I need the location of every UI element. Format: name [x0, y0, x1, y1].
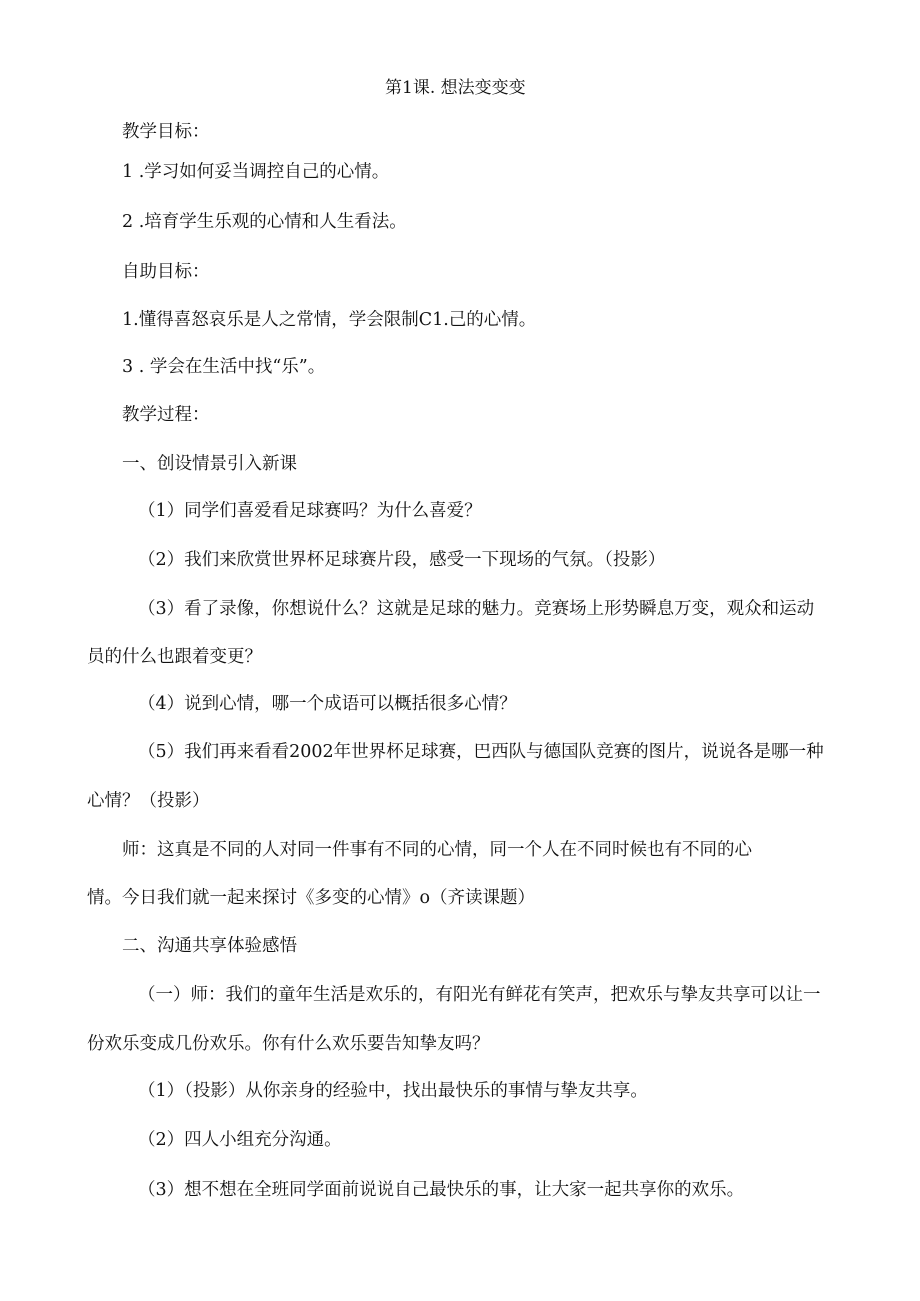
- paragraph-item: （3）看了录像，你想说什么？这就是足球的魅力。竞赛场上形势瞬息万变，观众和运动: [138, 599, 815, 619]
- paragraph-continuation: 情。今日我们就一起来探讨《多变的心情》o（齐读课题）: [87, 888, 536, 908]
- self-help-item-3: 3 . 学会在生活中找“乐”。: [122, 357, 326, 377]
- goal-item-2: 2 .培育学生乐观的心情和人生看法。: [122, 212, 407, 232]
- paragraph-continuation: 员的什么也跟着变更？: [87, 647, 262, 667]
- teacher-paragraph: 师：这真是不同的人对同一件事有不同的心情，同一个人在不同时候也有不同的心: [122, 840, 752, 860]
- section-heading-1: 一、创设情景引入新课: [122, 454, 297, 474]
- self-help-item-1: 1.懂得喜怒哀乐是人之常情，学会限制C1.己的心情。: [122, 310, 537, 330]
- paragraph-item: （2）四人小组充分沟通。: [138, 1130, 342, 1150]
- heading-self-help-goals: 自助目标：: [122, 262, 210, 282]
- paragraph-item: （一）师：我们的童年生活是欢乐的，有阳光有鲜花有笑声，把欢乐与挚友共享可以让一: [138, 985, 821, 1005]
- goal-item-1: 1 .学习如何妥当调控自己的心情。: [122, 162, 390, 182]
- paragraph-item: （2）我们来欣赏世界杯足球赛片段，感受一下现场的气氛。（投影）: [138, 550, 666, 570]
- heading-teaching-goals: 教学目标：: [122, 122, 210, 142]
- paragraph-item: （5）我们再来看看2002年世界杯足球赛，巴西队与德国队竞赛的图片，说说各是哪一种: [138, 742, 824, 762]
- section-heading-2: 二、沟通共享体验感悟: [122, 936, 297, 956]
- heading-teaching-process: 教学过程：: [122, 405, 210, 425]
- paragraph-item: （3）想不想在全班同学面前说说自己最快乐的事，让大家一起共享你的欢乐。: [138, 1180, 745, 1200]
- paragraph-item: （4）说到心情，哪一个成语可以概括很多心情？: [138, 694, 517, 714]
- paragraph-item: （1）同学们喜爱看足球赛吗？为什么喜爱？: [138, 501, 482, 521]
- page-title: 第1课. 想法变变变: [385, 78, 526, 98]
- paragraph-item: （1）（投影）从你亲身的经验中，找出最快乐的事情与挚友共享。: [138, 1081, 648, 1101]
- paragraph-continuation: 份欢乐变成几份欢乐。你有什么欢乐要告知挚友吗？: [87, 1034, 490, 1054]
- paragraph-continuation: 心情？（投影）: [87, 791, 210, 811]
